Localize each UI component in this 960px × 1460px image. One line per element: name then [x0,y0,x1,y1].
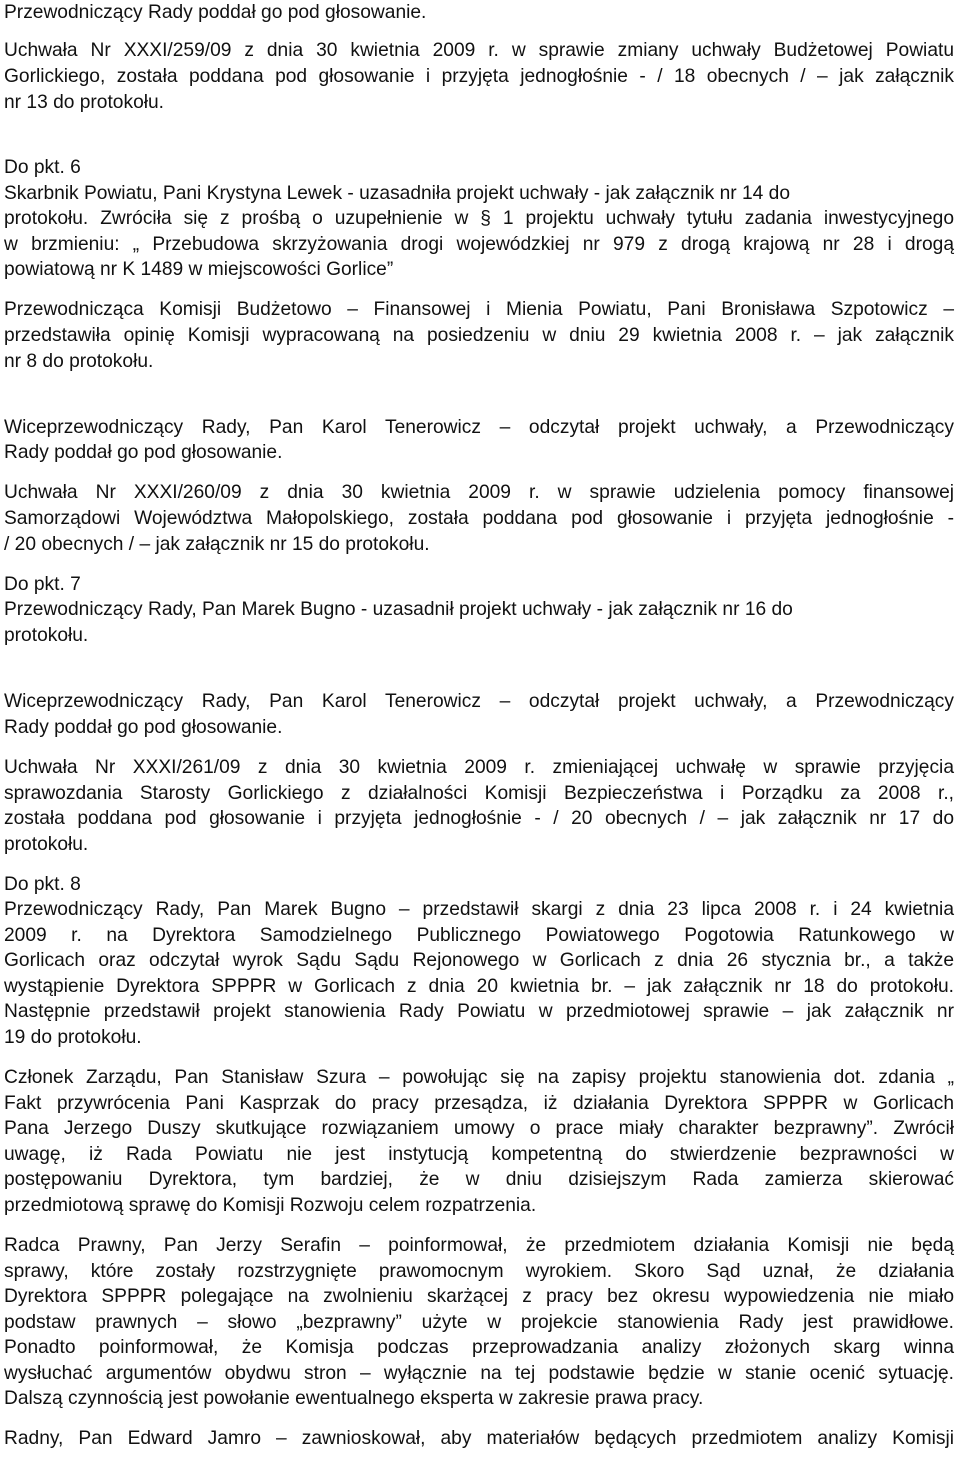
text-line: przedstawiła opinię Komisji wypracowaną na posiedzeniu w dniu 29 kwietnia 2008 r. – jak załącznik [4,325,954,346]
text-line: protokołu. Zwróciła się z prośbą o uzupełnienie w § 1 projektu uchwały tytułu zadania inwestycyjnego [4,208,954,229]
text-line: Rady poddał go pod głosowanie. [4,717,283,738]
text-line: Następnie przedstawił projekt stanowienia Rady Powiatu w przedmiotowej sprawie – jak załącznik nr [4,1001,954,1022]
text-line: 2009 r. na Dyrektora Samodzielnego Publicznego Powiatowego Pogotowia Ratunkowego w [4,925,954,946]
text-line: Przewodnicząca Komisji Budżetowo – Finansowej i Mienia Powiatu, Pani Bronisława Szpotowicz – [4,299,954,320]
text-line: w brzmieniu: „ Przebudowa skrzyżowania drogi wojewódzkiej nr 979 z drogą krajową nr 28 i drogą [4,234,954,255]
text-line: Fakt przywrócenia Pani Kasprzak do pracy przesądza, iż działania Dyrektora SPPPR w Gorlicach [4,1093,954,1114]
text-line: przedmiotową sprawę do Komisji Rozwoju celem rozpatrzenia. [4,1195,537,1216]
text-line: Członek Zarządu, Pan Stanisław Szura – powołując się na zapisy projektu stanowienia dot. zdania „ [4,1067,954,1088]
text-line: powiatową nr K 1489 w miejscowości Gorlice” [4,259,394,280]
text-line: Uchwała Nr XXXI/261/09 z dnia 30 kwietnia 2009 r. zmieniającej uchwałę w sprawie przyjęcia [4,757,954,778]
text-line: Dyrektora SPPPR polegające na zwolnieniu skarżącej z pracy bez okresu wypowiedzenia nie miało [4,1286,954,1307]
text-line: Ponadto poinformował, że Komisja podczas przeprowadzania analizy złożonych skarg winna [4,1337,954,1358]
text-line: Przewodniczący Rady, Pan Marek Bugno - uzasadnił projekt uchwały - jak załącznik nr 16 do [4,599,793,620]
section-heading: Do pkt. 7 [4,574,81,595]
text-line: wysłuchać argumentów obydwu stron – wyłącznie na tej podstawie będzie w stanie ocenić sytuację. [4,1363,954,1384]
text-line: / 20 obecnych / – jak załącznik nr 15 do protokołu. [4,534,430,555]
text-line: Przewodniczący Rady, Pan Marek Bugno – przedstawił skargi z dnia 23 lipca 2008 r. i 24 kwietnia [4,899,954,920]
text-line: sprawy, które zostały rozstrzygnięte prawomocnym wyrokiem. Skoro Sąd uznał, że działania [4,1261,954,1282]
section-heading: Do pkt. 8 [4,874,81,895]
text-line: wystąpienie Dyrektora SPPPR w Gorlicach z dnia 20 kwietnia br. – jak załącznik nr 18 do protokołu. [4,976,954,997]
text-line: Gorlickiego, została poddana pod głosowanie i przyjęta jednogłośnie - / 18 obecnych / – jak załącznik [4,66,954,87]
text-line: Samorządowi Województwa Małopolskiego, została poddana pod głosowanie i przyjęta jednogłośnie - [4,508,954,529]
text-line: nr 13 do protokołu. [4,92,165,113]
text-line: Pana Jerzego Duszy skutkujące rozwiązaniem umowy o prace miały charakter bezprawny”. Zwrócił [4,1118,954,1139]
text-line: 19 do protokołu. [4,1027,142,1048]
section-heading: Do pkt. 6 [4,157,81,178]
text-line: Radca Prawny, Pan Jerzy Serafin – poinformował, że przedmiotem działania Komisji nie będą [4,1235,954,1256]
text-line: protokołu. [4,625,89,646]
text-line: Gorlicach oraz odczytał wyrok Sądu Sądu Rejonowego w Gorlicach z dnia 26 stycznia br., a także [4,950,954,971]
text-line: Radny, Pan Edward Jamro – zawnioskował, aby materiałów będących przedmiotem analizy Komisji [4,1428,954,1449]
text-line: podstaw prawnych – słowo „bezprawny” użyte w projekcie stanowienia Rady jest prawidłowe. [4,1312,954,1333]
text-line: Przewodniczący Rady poddał go pod głosowanie. [4,2,427,23]
text-line: sprawozdania Starosty Gorlickiego z działalności Komisji Bezpieczeństwa i Porządku za 2008 r., [4,783,954,804]
text-line: Wiceprzewodniczący Rady, Pan Karol Tenerowicz – odczytał projekt uchwały, a Przewodniczący [4,417,954,438]
text-line: Uchwała Nr XXXI/260/09 z dnia 30 kwietnia 2009 r. w sprawie udzielenia pomocy finansowej [4,482,954,503]
text-line: nr 8 do protokołu. [4,351,154,372]
text-line: protokołu. [4,834,89,855]
text-line: postępowaniu Dyrektora, tym bardziej, że w dniu dzisiejszym Rada zamierza skierować [4,1169,954,1190]
text-line: Skarbnik Powiatu, Pani Krystyna Lewek - uzasadniła projekt uchwały - jak załącznik nr 14 do [4,183,791,204]
text-line: Dalszą czynnością jest powołanie ewentualnego eksperta w zakresie prawa pracy. [4,1388,704,1409]
text-line: Rady poddał go pod głosowanie. [4,442,283,463]
text-line: Uchwała Nr XXXI/259/09 z dnia 30 kwietnia 2009 r. w sprawie zmiany uchwały Budżetowej Powiatu [4,40,954,61]
text-line: uwagę, iż Rada Powiatu nie jest instytucją kompetentną do stwierdzenie bezprawności w [4,1144,954,1165]
text-line: Wiceprzewodniczący Rady, Pan Karol Tenerowicz – odczytał projekt uchwały, a Przewodniczący [4,691,954,712]
text-line: została poddana pod głosowanie i przyjęta jednogłośnie - / 20 obecnych / – jak załącznik nr 17 do [4,808,954,829]
